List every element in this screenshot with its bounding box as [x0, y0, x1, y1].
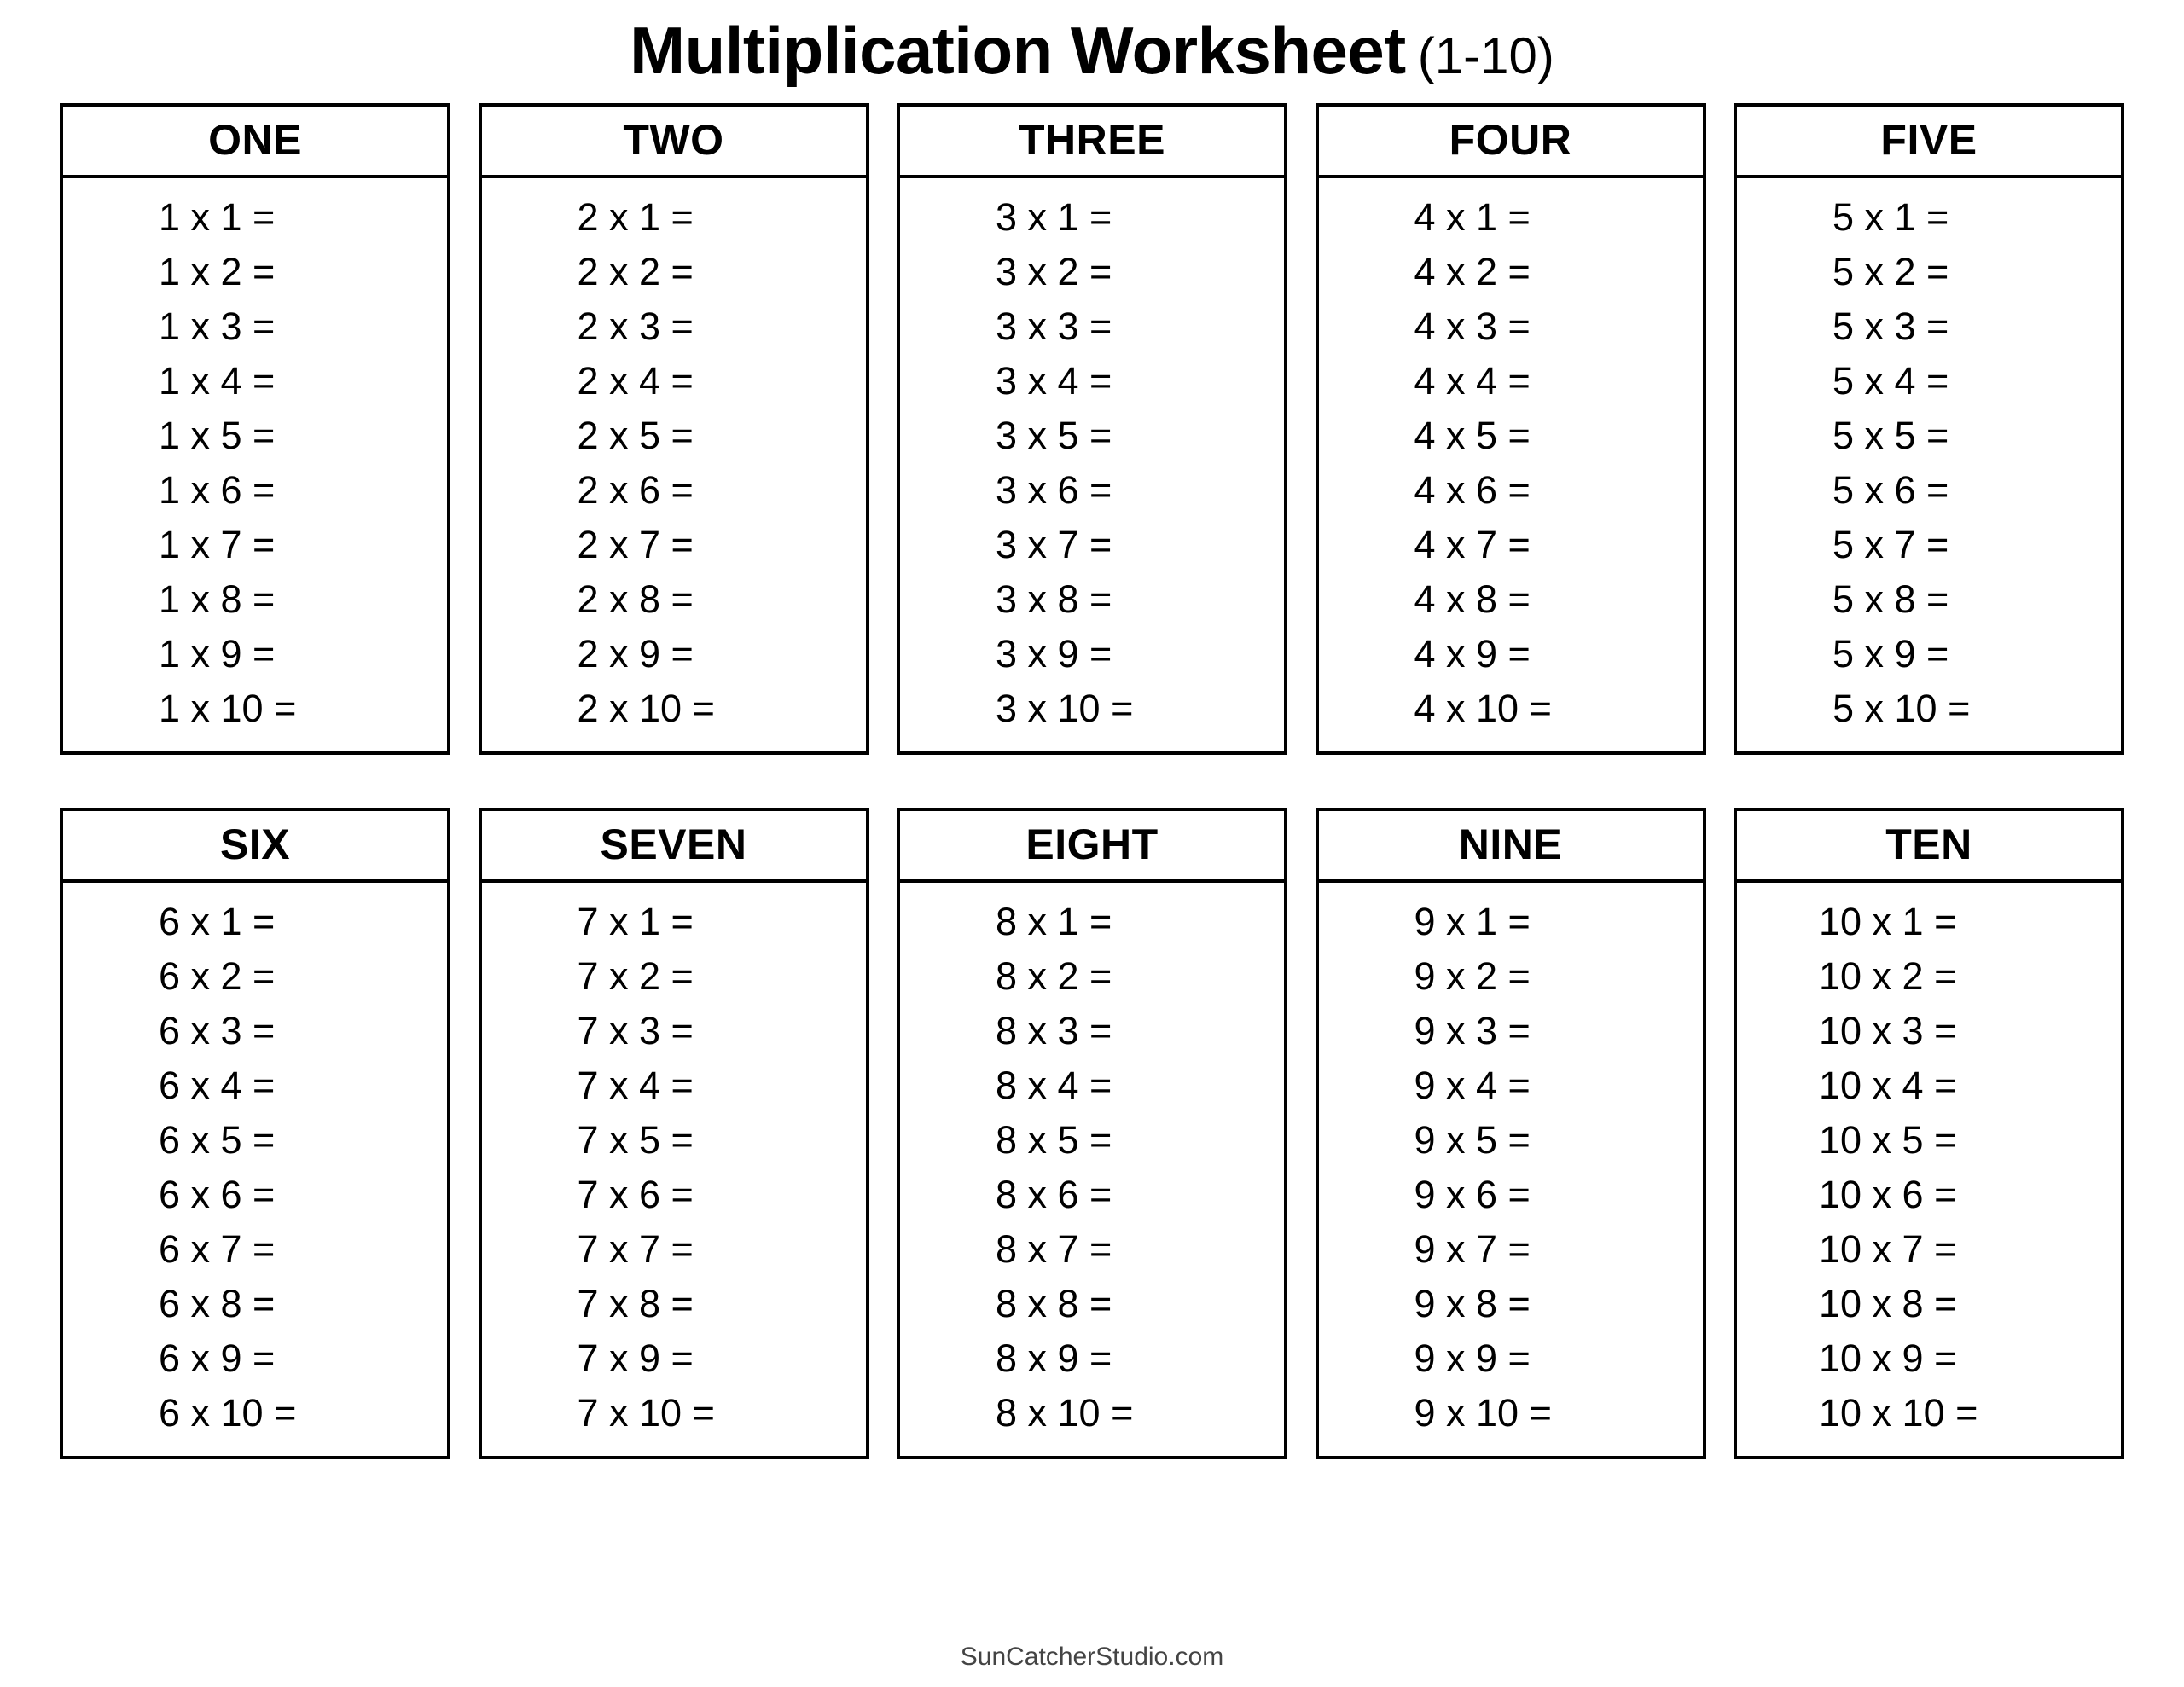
fact-item: 6 x 4 =: [159, 1064, 276, 1107]
fact-item: 3 x 3 =: [996, 304, 1112, 348]
fact-item: 8 x 7 =: [996, 1227, 1112, 1271]
fact-item: 5 x 10 =: [1833, 687, 1971, 730]
fact-item: 9 x 4 =: [1414, 1064, 1531, 1107]
fact-item: 10 x 8 =: [1819, 1282, 1957, 1325]
fact-item: 1 x 1 =: [159, 195, 276, 239]
table-heading-three: THREE: [900, 107, 1284, 178]
fact-item: 2 x 4 =: [577, 359, 694, 403]
fact-item: 5 x 9 =: [1833, 632, 1949, 675]
fact-item: 4 x 5 =: [1414, 414, 1531, 457]
fact-item: 10 x 6 =: [1819, 1173, 1957, 1216]
table-card-one: [60, 103, 450, 755]
fact-item: 6 x 7 =: [159, 1227, 276, 1271]
fact-item: 2 x 1 =: [577, 195, 694, 239]
fact-item: 10 x 1 =: [1819, 900, 1957, 943]
table-card-four: [1316, 103, 1706, 755]
fact-item: 5 x 1 =: [1833, 195, 1949, 239]
table-card-ten: [1734, 808, 2124, 1459]
table-heading-four: FOUR: [1319, 107, 1703, 178]
tables-row-bottom: [60, 808, 2124, 1459]
fact-item: 8 x 6 =: [996, 1173, 1112, 1216]
fact-item: 6 x 10 =: [159, 1391, 297, 1435]
fact-item: 7 x 7 =: [577, 1227, 694, 1271]
fact-item: 9 x 8 =: [1414, 1282, 1531, 1325]
fact-item: 3 x 6 =: [996, 468, 1112, 512]
table-body-one: [63, 178, 447, 751]
fact-list-two: [482, 190, 866, 736]
table-body-seven: [482, 883, 866, 1456]
fact-item: 6 x 1 =: [159, 900, 276, 943]
fact-item: 2 x 10 =: [577, 687, 715, 730]
fact-item: 9 x 9 =: [1414, 1336, 1531, 1380]
fact-item: 4 x 3 =: [1414, 304, 1531, 348]
footer-credit: SunCatcherStudio.com: [960, 1643, 1224, 1671]
table-card-nine: [1316, 808, 1706, 1459]
fact-item: 7 x 9 =: [577, 1336, 694, 1380]
table-body-six: [63, 883, 447, 1456]
fact-item: 4 x 7 =: [1414, 523, 1531, 566]
fact-item: 9 x 7 =: [1414, 1227, 1531, 1271]
fact-item: 5 x 4 =: [1833, 359, 1949, 403]
fact-item: 7 x 10 =: [577, 1391, 715, 1435]
fact-item: 3 x 8 =: [996, 577, 1112, 621]
table-heading-ten: TEN: [1737, 811, 2121, 883]
fact-item: 8 x 1 =: [996, 900, 1112, 943]
fact-list-one: [63, 190, 447, 736]
fact-item: 10 x 2 =: [1819, 954, 1957, 998]
fact-item: 7 x 2 =: [577, 954, 694, 998]
table-card-seven: [479, 808, 869, 1459]
fact-item: 7 x 8 =: [577, 1282, 694, 1325]
fact-item: 1 x 7 =: [159, 523, 276, 566]
fact-item: 3 x 7 =: [996, 523, 1112, 566]
table-heading-six: SIX: [63, 811, 447, 883]
fact-item: 6 x 2 =: [159, 954, 276, 998]
fact-item: 3 x 4 =: [996, 359, 1112, 403]
fact-item: 4 x 4 =: [1414, 359, 1531, 403]
table-body-two: [482, 178, 866, 751]
fact-item: 2 x 7 =: [577, 523, 694, 566]
table-body-four: [1319, 178, 1703, 751]
fact-item: 2 x 5 =: [577, 414, 694, 457]
fact-list-ten: [1737, 895, 2121, 1441]
fact-item: 9 x 1 =: [1414, 900, 1531, 943]
fact-item: 2 x 9 =: [577, 632, 694, 675]
fact-item: 5 x 2 =: [1833, 250, 1949, 293]
fact-list-eight: [900, 895, 1284, 1441]
table-body-three: [900, 178, 1284, 751]
tables-row-top: [60, 103, 2124, 755]
fact-item: 10 x 4 =: [1819, 1064, 1957, 1107]
table-heading-two: TWO: [482, 107, 866, 178]
table-heading-one: ONE: [63, 107, 447, 178]
fact-item: 9 x 3 =: [1414, 1009, 1531, 1052]
table-card-two: [479, 103, 869, 755]
fact-item: 5 x 7 =: [1833, 523, 1949, 566]
fact-item: 6 x 6 =: [159, 1173, 276, 1216]
fact-item: 9 x 6 =: [1414, 1173, 1531, 1216]
fact-item: 9 x 5 =: [1414, 1118, 1531, 1162]
fact-item: 7 x 6 =: [577, 1173, 694, 1216]
fact-item: 6 x 9 =: [159, 1336, 276, 1380]
fact-item: 1 x 9 =: [159, 632, 276, 675]
table-card-eight: [897, 808, 1287, 1459]
fact-item: 1 x 3 =: [159, 304, 276, 348]
fact-item: 10 x 3 =: [1819, 1009, 1957, 1052]
fact-item: 1 x 10 =: [159, 687, 297, 730]
fact-item: 7 x 4 =: [577, 1064, 694, 1107]
fact-item: 6 x 5 =: [159, 1118, 276, 1162]
fact-item: 7 x 1 =: [577, 900, 694, 943]
fact-item: 3 x 1 =: [996, 195, 1112, 239]
fact-item: 5 x 8 =: [1833, 577, 1949, 621]
fact-item: 8 x 3 =: [996, 1009, 1112, 1052]
fact-item: 10 x 9 =: [1819, 1336, 1957, 1380]
fact-item: 8 x 8 =: [996, 1282, 1112, 1325]
page-title-range: (1-10): [1417, 27, 1554, 84]
fact-item: 2 x 8 =: [577, 577, 694, 621]
table-heading-eight: EIGHT: [900, 811, 1284, 883]
fact-item: 7 x 5 =: [577, 1118, 694, 1162]
fact-item: 4 x 6 =: [1414, 468, 1531, 512]
fact-item: 2 x 2 =: [577, 250, 694, 293]
fact-item: 3 x 9 =: [996, 632, 1112, 675]
table-card-three: [897, 103, 1287, 755]
table-card-six: [60, 808, 450, 1459]
fact-item: 1 x 5 =: [159, 414, 276, 457]
fact-item: 4 x 8 =: [1414, 577, 1531, 621]
fact-item: 3 x 5 =: [996, 414, 1112, 457]
fact-item: 5 x 6 =: [1833, 468, 1949, 512]
fact-list-four: [1319, 190, 1703, 736]
page-title-main: Multiplication Worksheet: [630, 13, 1406, 88]
fact-item: 5 x 3 =: [1833, 304, 1949, 348]
fact-item: 7 x 3 =: [577, 1009, 694, 1052]
table-body-ten: [1737, 883, 2121, 1456]
table-heading-five: FIVE: [1737, 107, 2121, 178]
fact-item: 8 x 2 =: [996, 954, 1112, 998]
fact-item: 2 x 6 =: [577, 468, 694, 512]
fact-item: 9 x 2 =: [1414, 954, 1531, 998]
fact-list-seven: [482, 895, 866, 1441]
fact-item: 4 x 2 =: [1414, 250, 1531, 293]
fact-item: 3 x 2 =: [996, 250, 1112, 293]
fact-item: 8 x 9 =: [996, 1336, 1112, 1380]
fact-item: 10 x 5 =: [1819, 1118, 1957, 1162]
fact-item: 8 x 5 =: [996, 1118, 1112, 1162]
fact-item: 4 x 1 =: [1414, 195, 1531, 239]
fact-item: 1 x 2 =: [159, 250, 276, 293]
fact-item: 10 x 7 =: [1819, 1227, 1957, 1271]
fact-list-five: [1737, 190, 2121, 736]
fact-list-nine: [1319, 895, 1703, 1441]
table-body-five: [1737, 178, 2121, 751]
table-card-five: [1734, 103, 2124, 755]
table-body-eight: [900, 883, 1284, 1456]
fact-item: 4 x 9 =: [1414, 632, 1531, 675]
table-body-nine: [1319, 883, 1703, 1456]
fact-item: 1 x 8 =: [159, 577, 276, 621]
fact-item: 9 x 10 =: [1414, 1391, 1552, 1435]
fact-item: 10 x 10 =: [1819, 1391, 1978, 1435]
fact-item: 4 x 10 =: [1414, 687, 1552, 730]
fact-item: 3 x 10 =: [996, 687, 1134, 730]
fact-list-three: [900, 190, 1284, 736]
fact-item: 8 x 10 =: [996, 1391, 1134, 1435]
fact-list-six: [63, 895, 447, 1441]
table-heading-nine: NINE: [1319, 811, 1703, 883]
fact-item: 5 x 5 =: [1833, 414, 1949, 457]
fact-item: 1 x 4 =: [159, 359, 276, 403]
fact-item: 2 x 3 =: [577, 304, 694, 348]
page-title: [0, 0, 2184, 95]
fact-item: 8 x 4 =: [996, 1064, 1112, 1107]
tables-grid: [0, 95, 2184, 1459]
fact-item: 6 x 3 =: [159, 1009, 276, 1052]
table-heading-seven: SEVEN: [482, 811, 866, 883]
fact-item: 6 x 8 =: [159, 1282, 276, 1325]
fact-item: 1 x 6 =: [159, 468, 276, 512]
